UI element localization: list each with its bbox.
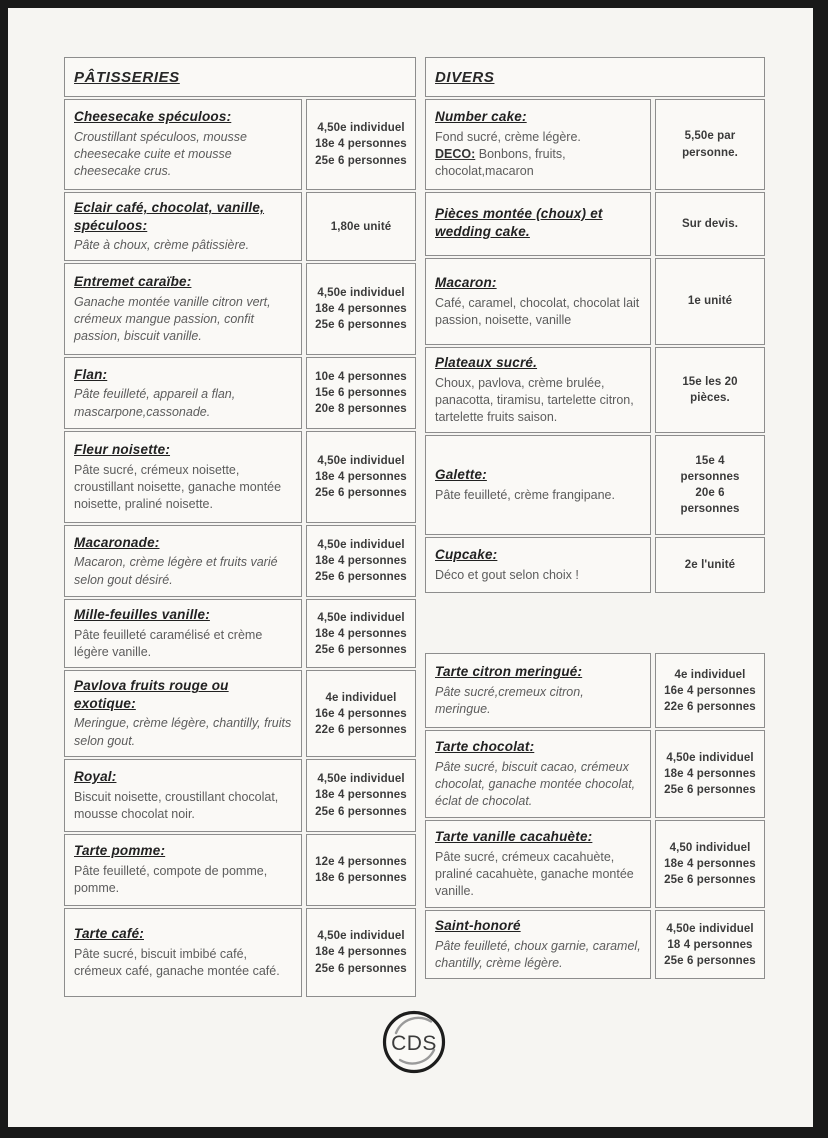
item-text-cell [425, 730, 651, 818]
item-description: Pâte sucré, crémeux noisette, croustillant noisette, ganache montée noisette, praliné noisette. [74, 462, 282, 512]
item-title: Tarte citron meringué: [435, 664, 583, 680]
menu-row [425, 435, 765, 535]
price-line: 18e 4 personnes [664, 768, 756, 781]
item-title: Flan: [74, 366, 108, 382]
price-line: 4,50 individuel [669, 842, 751, 855]
item-description: Croustillant spéculoos, mousse cheesecake cuite et mousse cheesecake crus. [74, 129, 247, 179]
item-text-cell [425, 347, 651, 433]
price-line: 10e 4 personnes [315, 371, 407, 384]
item-price-cell [655, 435, 765, 535]
item-description: Fond sucré, crème légère. [435, 129, 581, 144]
item-title: Tarte vanille cacahuète: [435, 829, 593, 845]
section-header [425, 57, 765, 97]
item-price-cell [306, 759, 416, 832]
item-description: Pâte sucré, biscuit cacao, crémeux chocolat, ganache montée chocolat, éclat de chocolat. [435, 759, 636, 809]
item-title: Cheesecake spéculoos: [74, 109, 232, 125]
item-title: Plateaux sucré. [435, 355, 538, 370]
price-line: 18e 4 personnes [315, 946, 407, 959]
price-line: 18e 4 personnes [315, 555, 407, 568]
menu-row [425, 347, 765, 433]
item-text-cell [64, 759, 302, 832]
menu-group [64, 97, 416, 997]
price-line: 22e 6 personnes [315, 723, 407, 736]
item-title: Cupcake: [435, 547, 498, 563]
price-line: 25e 6 personnes [315, 805, 407, 818]
cds-logo [381, 1009, 447, 1075]
price-line: personnes [680, 471, 740, 484]
item-title: Macaronade: [74, 534, 160, 550]
item-price-cell [655, 730, 765, 818]
photo-frame-left [0, 0, 8, 1138]
deco-label: DECO: [435, 147, 476, 162]
item-text-cell [64, 599, 302, 668]
item-title: Mille-feuilles vanille: [74, 607, 210, 623]
item-text-cell [64, 192, 302, 261]
item-title: Fleur noisette: [74, 442, 171, 458]
price-line: 25e 6 personnes [315, 154, 407, 167]
item-text-cell [64, 431, 302, 523]
price-line: 18e 4 personnes [664, 858, 756, 871]
price-line: 25e 6 personnes [315, 962, 407, 975]
item-price-cell [655, 192, 765, 256]
item-text-cell [425, 258, 651, 345]
photo-frame-right [813, 0, 828, 1138]
section-header-label: DIVERS [435, 68, 495, 86]
price-line: 4,50e individuel [317, 539, 405, 552]
column-divers [425, 57, 765, 979]
item-title: Number cake: [435, 109, 527, 125]
price-line: 20e 6 [695, 487, 725, 500]
item-description: Ganache montée vanille citron vert, crémeux mangue passion, confit passion, biscuit vanille. [74, 294, 271, 344]
photo-frame-top [0, 0, 828, 8]
item-title: Royal: [74, 768, 117, 784]
price-line: 25e 6 personnes [664, 954, 756, 967]
price-line: 15e les 20 [682, 376, 738, 389]
item-price-cell [306, 99, 416, 190]
photo-frame-bottom [0, 1127, 828, 1138]
price-line: 18 4 personnes [667, 938, 753, 951]
price-line: pièces. [690, 392, 730, 405]
item-description: Pâte à choux, crème pâtissière. [74, 238, 250, 253]
menu-row [64, 908, 416, 997]
item-text-cell [64, 263, 302, 355]
price-line: 5,50e par [684, 130, 736, 143]
item-price-cell [655, 910, 765, 979]
price-line: 1,80e unité [330, 220, 392, 233]
price-line: 25e 6 personnes [664, 784, 756, 797]
item-text-cell [425, 820, 651, 908]
item-title: Macaron: [435, 274, 497, 290]
item-text-cell [64, 357, 302, 429]
price-line: 4,50e individuel [317, 611, 405, 624]
item-description: Pâte feuilleté, appareil a flan, mascarpone,cassonade. [74, 387, 236, 419]
item-title: Galette: [435, 467, 487, 483]
item-text-cell [64, 99, 302, 190]
item-price-cell [306, 834, 416, 906]
price-line: 4e individuel [674, 668, 746, 681]
menu-columns [64, 57, 765, 997]
menu-row [425, 910, 765, 979]
item-text-cell [425, 910, 651, 979]
item-price-cell [306, 599, 416, 668]
price-line: personne. [682, 146, 738, 159]
item-text-cell [64, 525, 302, 597]
item-text-cell [64, 834, 302, 906]
item-description: Pâte feuilleté, compote de pomme, pomme. [74, 864, 268, 896]
section-header-label: PÂTISSERIES [74, 68, 180, 86]
menu-group [425, 97, 765, 593]
price-line: 4,50e individuel [317, 287, 405, 300]
item-description: Macaron, crème légère et fruits varié selon gout désiré. [74, 555, 278, 587]
price-line: personnes [680, 503, 740, 516]
item-text-cell [64, 670, 302, 757]
menu-row [64, 357, 416, 429]
item-price-cell [306, 670, 416, 757]
item-title: Pavlova fruits rouge ou exotique: [74, 678, 229, 711]
item-title: Tarte pomme: [74, 843, 166, 859]
price-line: 4e individuel [325, 691, 397, 704]
item-description: Déco et gout selon choix ! [435, 567, 579, 582]
price-line: 12e 4 personnes [315, 855, 407, 868]
logo-container [0, 1009, 828, 1075]
item-description: Meringue, crème légère, chantilly, fruits selon gout. [74, 716, 292, 748]
price-line: 18e 4 personnes [315, 138, 407, 151]
menu-row [425, 258, 765, 345]
item-title: Pièces montée (choux) et wedding cake. [435, 205, 603, 239]
price-line: 2e l'unité [684, 559, 736, 572]
price-line: 4,50e individuel [317, 122, 405, 135]
item-price-cell [306, 357, 416, 429]
item-title: Eclair café, chocolat, vanille, spéculoos: [74, 200, 265, 233]
deco-text: Bonbons, fruits, chocolat,macaron [435, 147, 566, 179]
price-line: 4,50e individuel [317, 455, 405, 468]
item-text-cell [425, 537, 651, 593]
price-line: 4,50e individuel [666, 752, 754, 765]
item-description: Pâte sucré, biscuit imbibé café, crémeux café, ganache montée café. [74, 946, 280, 978]
item-text-cell [425, 653, 651, 728]
price-line: 18e 4 personnes [315, 627, 407, 640]
item-price-cell [655, 347, 765, 433]
item-price-cell [306, 431, 416, 523]
price-line: 15e 4 [695, 455, 725, 468]
item-description: Pâte feuilleté, choux garnie, caramel, chantilly, crème légère. [435, 938, 641, 971]
price-line: 22e 6 personnes [664, 700, 756, 713]
item-text-cell [425, 435, 651, 535]
item-price-cell [655, 653, 765, 728]
logo-text: CDS [391, 1032, 437, 1055]
price-line: 1e unité [687, 295, 733, 308]
menu-row [425, 192, 765, 256]
item-description: Biscuit noisette, croustillant chocolat, mousse chocolat noir. [74, 789, 279, 821]
item-price-cell [655, 537, 765, 593]
item-description: Pâte sucré,cremeux citron, meringue. [435, 684, 584, 717]
item-price-cell [655, 820, 765, 908]
price-line: 25e 6 personnes [315, 643, 407, 656]
column-patisseries [64, 57, 416, 997]
menu-row [64, 599, 416, 668]
menu-row [64, 99, 416, 190]
price-line: 18e 4 personnes [315, 303, 407, 316]
menu-row [64, 431, 416, 523]
price-line: 20e 8 personnes [315, 403, 407, 416]
item-price-cell [306, 192, 416, 261]
menu-row [64, 525, 416, 597]
item-description-deco [435, 146, 642, 181]
price-line: 18e 4 personnes [315, 471, 407, 484]
menu-row [425, 820, 765, 908]
price-line: 25e 6 personnes [315, 487, 407, 500]
menu-row [64, 192, 416, 261]
price-line: 4,50e individuel [317, 930, 405, 943]
menu-row [425, 537, 765, 593]
price-line: 4,50e individuel [317, 773, 405, 786]
item-description: Pâte feuilleté caramélisé et crème légère vanille. [74, 627, 263, 660]
menu-group [425, 651, 765, 979]
item-price-cell [655, 99, 765, 190]
item-text-cell [425, 192, 651, 256]
item-title: Entremet caraïbe: [74, 274, 192, 290]
menu-row [64, 759, 416, 832]
price-line: 25e 6 personnes [315, 571, 407, 584]
item-title: Tarte café: [74, 925, 144, 941]
section-header [64, 57, 416, 97]
item-price-cell [306, 263, 416, 355]
price-line: 25e 6 personnes [664, 874, 756, 887]
item-price-cell [306, 525, 416, 597]
item-price-cell [655, 258, 765, 345]
item-title: Tarte chocolat: [435, 739, 535, 755]
price-line: 16e 4 personnes [315, 707, 407, 720]
item-title: Saint-honoré [435, 918, 521, 934]
price-line: 16e 4 personnes [664, 684, 756, 697]
item-text-cell [425, 99, 651, 190]
menu-row [425, 653, 765, 728]
item-text-cell [64, 908, 302, 997]
menu-row [64, 834, 416, 906]
menu-row [64, 263, 416, 355]
price-line: 18e 4 personnes [315, 789, 407, 802]
price-line: Sur devis. [682, 217, 738, 230]
item-description: Pâte sucré, crémeux cacahuète, praliné cacahuète, ganache montée vanille. [435, 849, 634, 899]
price-line: 4,50e individuel [666, 922, 754, 935]
price-line: 15e 6 personnes [315, 387, 407, 400]
price-line: 25e 6 personnes [315, 319, 407, 332]
item-description: Pâte feuilleté, crème frangipane. [435, 487, 615, 502]
price-line: 18e 6 personnes [315, 871, 407, 884]
menu-content [64, 57, 765, 997]
menu-row [64, 670, 416, 757]
item-description: Choux, pavlova, crème brulée, panacotta, tiramisu, tartelette citron, tartelette fruits saison. [435, 375, 634, 425]
item-price-cell [306, 908, 416, 997]
item-description: Café, caramel, chocolat, chocolat lait passion, noisette, vanille [435, 295, 640, 327]
menu-row [425, 730, 765, 818]
menu-row [425, 99, 765, 190]
